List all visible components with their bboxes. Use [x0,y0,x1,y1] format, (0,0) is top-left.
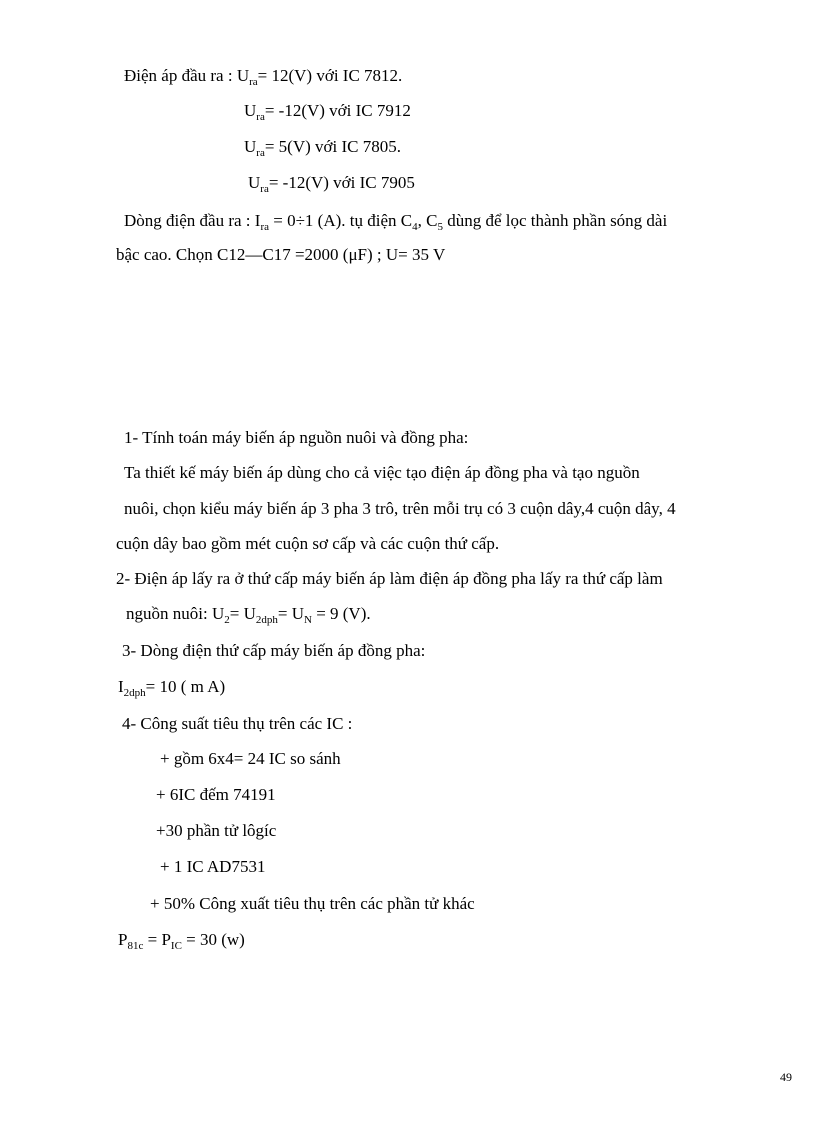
paragraph-line-2: nuôi, chọn kiểu máy biến áp 3 pha 3 trô, trên mỗi trụ có 3 cuộn dây,4 cuộn dây, 4 [124,499,676,518]
item-3-heading: 3- Dòng điện thứ cấp máy biến áp đồng pha: [122,641,426,660]
output-voltage-line-7805: $U_{ra}= 5(V)$ với IC 7805. [244,137,401,159]
bullet-logic-elements: +30 phần tử lôgíc [156,821,277,840]
item-1-heading: 1- Tính toán máy biến áp nguồn nuôi và đồng pha: [124,428,469,447]
power-equation: $P_{81c} = P_{IC} = 30$ (w) [118,930,245,952]
item-2-line-1: 2- Điện áp lấy ra ở thứ cấp máy biến áp làm điện áp đồng pha lấy ra thứ cấp làm [116,569,663,588]
output-voltage-line-7905: $U_{ra}= -12(V)$ với IC 7905 [248,173,415,195]
output-voltage-line-7812: Điện áp đầu ra : $U_{ra}= 12(V)$ với IC 7812. [124,66,403,88]
page-number: 49 [780,1070,792,1084]
output-voltage-line-7912: $U_{ra}= -12(V)$ với IC 7912 [244,101,411,123]
paragraph-line-1: Ta thiết kế máy biến áp dùng cho cả việc tạo điện áp đồng pha và tạo nguồn [124,463,640,482]
output-current-line: Dòng điện đầu ra : $I_{ra} = 0\div 1$ (A). tụ điện $C_4$, $C_5$ dùng để lọc thành phần sóng dài [124,211,668,233]
item-4-heading: 4- Công suất tiêu thụ trên các IC : [122,714,353,733]
bullet-ad7531: + 1 IC AD7531 [160,857,266,876]
bullet-comparators: + gồm 6x4= 24 IC so sánh [160,749,341,768]
capacitor-selection-line: bậc cao. Chọn C12—C17 =2000 (μF) ; U= 35 V [116,245,446,264]
bullet-counters: + 6IC đếm 74191 [156,785,276,804]
item-2-line-2: nguồn nuôi: $U_2= U_{2dph}= U_N = 9$ (V). [126,604,371,626]
item-3-value: $I_{2dph}= 10$ ( m A) [118,677,226,699]
paragraph-line-3: cuộn dây bao gồm mét cuộn sơ cấp và các cuộn thứ cấp. [116,534,500,553]
bullet-other-consumption: + 50% Công xuất tiêu thụ trên các phần tử khác [150,894,475,913]
